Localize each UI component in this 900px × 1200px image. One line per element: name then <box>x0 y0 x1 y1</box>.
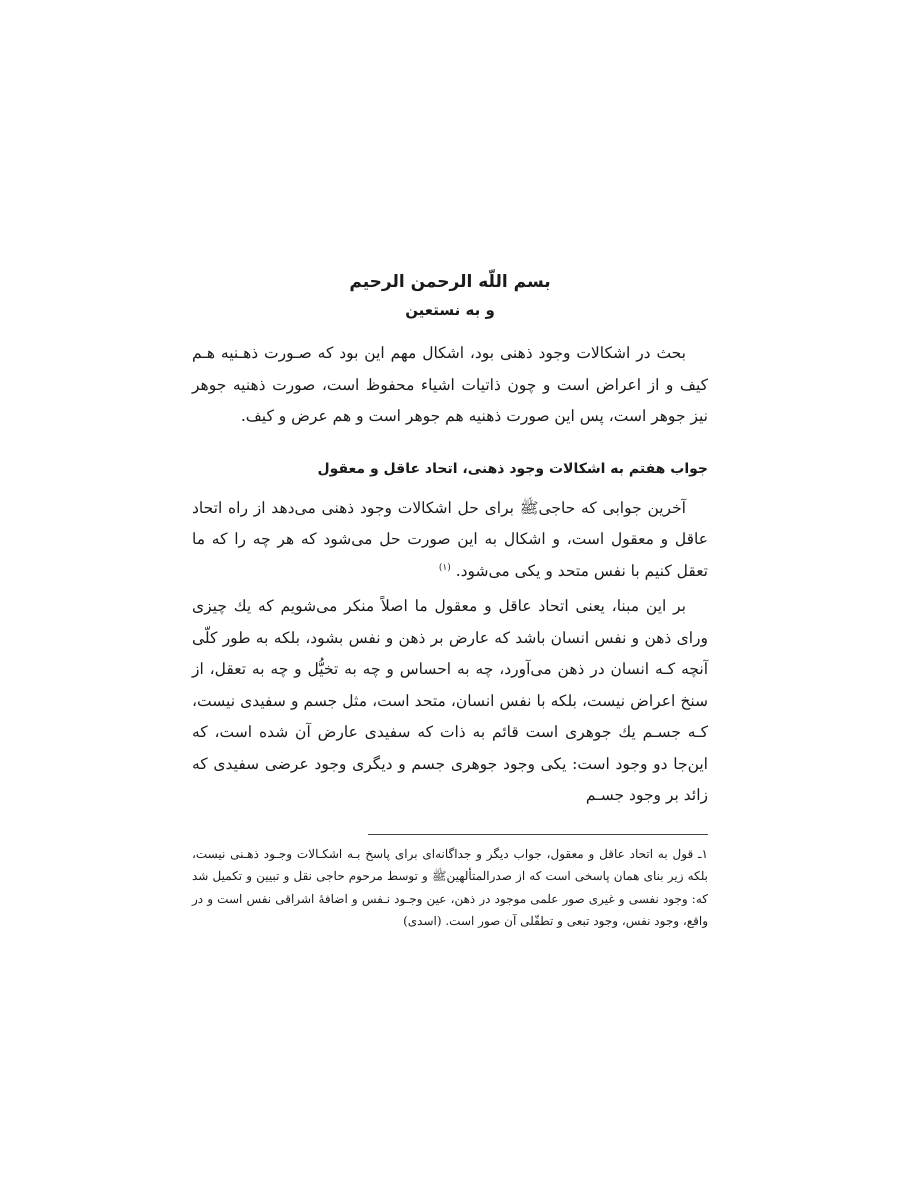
section-heading: جواب هفتم به اشكالات وجود ذهنى، اتحاد عاقل و معقول <box>317 460 708 477</box>
footnote-reference: (۱) <box>438 562 451 573</box>
sub-heading: و به نستعين <box>405 301 495 319</box>
basmala-heading: بسم اللّه الرحمن الرحيم <box>349 272 551 292</box>
footnote: ۱ـ قول به اتحاد عاقل و معقول، جواب ديگر و جداگانه‌اى براى پاسخ بـه اشكـالات وجـود ذهـنى نيست، بلكه زير بناى همان پاسخى است كه از صدرالمتألهين‌ﷺ و توسط مرحوم حاجى نقل و تبيين و تكميل شد كه: وجود نفسى و غيرى صور علمى موجود در ذهن، عين وجـود نـفس و اضافهٔ اشراقى نفس است و در واقع، وجود نفس، وجود تبعى و تطفّلى آن صور است. (اسدى) <box>192 846 708 928</box>
paragraph-1 <box>192 493 708 588</box>
footnote-divider <box>368 834 708 835</box>
paragraph-1-text: آخرين جوابى كه حاجى‌ﷺ براى حل اشكالات وجود ذهنى مى‌دهد از راه اتحاد عاقل و معقول است، و اشكال به اين صورت حل مى‌شود كه هر چه را كه ما تعقل كنيم با نفس متحد و يكى مى‌شود. <box>192 498 708 580</box>
intro-paragraph: بحث در اشكالات وجود ذهنى بود، اشكال مهم اين بود كه صـورت ذهـنيه هـم كيف و از اعراض است و چون ذاتيات اشياء محفوظ است، صورت ذهنيه جوهر نيز جوهر است، پس اين صورت ذهنيه هم جوهر است و هم عرض و كيف. <box>192 344 708 425</box>
paragraph-2: بر اين مبنا، يعنى اتحاد عاقل و معقول ما اصلاً منكر مى‌شويم كه يك چيزى وراى ذهن و نفس انسان باشد كه عارض بر ذهن و نفس بشود، بلكه به طور كلّى آنچه كـه انسان در ذهن مى‌آورد، چه به احساس و چه به تخيُّل و چه به تعقل، از سنخ اعراض نيست، بلكه با نفس انسان، متحد است، مثل جسم و سفيدى نيست، كـه جسـم يك جوهرى است قائم به ذات كه سفيدى عارض آن شده است، كه اين‌جا دو وجود است: يكى وجود جوهرى جسم و ديگرى وجود عرضى سفيدى كه زائد بر وجود جسـم <box>192 597 708 804</box>
book-page <box>192 268 708 933</box>
